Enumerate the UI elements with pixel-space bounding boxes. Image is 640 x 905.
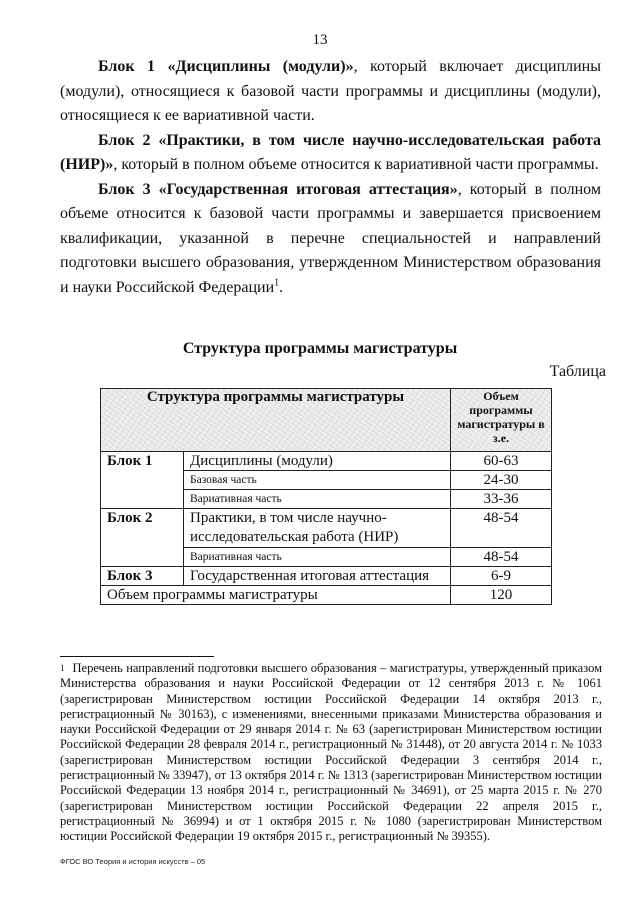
block-3-name: Государственная итоговая аттестация (184, 567, 451, 586)
block-2-description: , который в полном объеме относится к вариативной части программы. (113, 156, 599, 173)
total-value: 120 (451, 586, 552, 605)
table-row (101, 586, 552, 605)
block-1-description: , который включает дисциплины (модули), относящиеся к базовой части программы и дисциплины (модули), относящиеся к ее вариативной части. (60, 58, 601, 124)
block-2-label: Блок 2 (101, 509, 184, 567)
header-structure: Структура программы магистратуры (101, 389, 451, 452)
block-1-name: Дисциплины (модули) (184, 452, 451, 471)
block-2-variative-value: 48-54 (451, 548, 552, 567)
footnote-divider (60, 656, 214, 657)
block-1-variative-value: 33-36 (451, 490, 552, 509)
paragraph-block-3 (60, 178, 601, 301)
block-1-basic-value: 24-30 (451, 471, 552, 490)
paragraph-block-1 (60, 55, 601, 129)
table-row (101, 452, 552, 471)
block-1-basic-label: Базовая часть (184, 471, 451, 490)
footnote-mark: 1 (60, 663, 65, 673)
footnote-text: Перечень направлений подготовки высшего образования – магистратуры, утвержденный приказом Министерства образования и науки Российской Федерации от 12 сентября 2013 г. № 1061 (зарегистрирован Министерством юстиции Российской Федерации 14 октября 2013 г., регистрационный № 30163), с изменениями, внесенными приказами Министерства образования и науки Российской Федерации от 29 января 2014 г. № 63 (зарегистрирован Министерством юстиции Российской Федерации 28 февраля 2014 г., регистрационный № 31448), от 20 августа 2014 г. № 1033 (зарегистрирован Министерством юстиции Российской Федерации 3 сентября 2014 г., регистрационный № 33947), от 13 октября 2014 г. № 1313 (зарегистрирован Министерством юстиции Российской Федерации 13 ноября 2014 г., регистрационный № 34691), от 25 марта 2015 г. № 270 (зарегистрирован Министерством юстиции Российской Федерации 22 апреля 2015 г., регистрационный № 36994) и от 1 октября 2015 г. № 1080 (зарегистрирован Министерством юстиции Российской Федерации 19 октября 2015 г., регистрационный № 39355). (60, 661, 602, 844)
block-2-value: 48-54 (451, 509, 552, 548)
paragraph-block-2 (60, 129, 601, 178)
footnote-reference[interactable]: 1 (274, 277, 280, 289)
block-1-title: Блок 1 «Дисциплины (модули)» (98, 58, 354, 75)
body-text (60, 55, 601, 300)
block-1-value: 60-63 (451, 452, 552, 471)
block-3-title: Блок 3 «Государственная итоговая аттестация» (98, 180, 458, 198)
block-2-title: Блок 2 «Практики, в том числе научно-исследовательская работа (НИР)» (60, 131, 601, 173)
block-3-value: 6-9 (451, 567, 552, 586)
table-header-row (101, 389, 552, 452)
table-row (101, 567, 552, 586)
block-3-period: . (279, 278, 284, 296)
page-footer: ФГОС ВО Теория и история искусств – 05 (60, 857, 206, 866)
block-2-name: Практики, в том числе научно-исследовательская работа (НИР) (184, 509, 451, 548)
block-3-label: Блок 3 (101, 567, 184, 586)
footnote (60, 661, 602, 845)
program-structure-table (100, 388, 552, 605)
total-label: Объем программы магистратуры (101, 586, 451, 605)
table-row (101, 509, 552, 548)
block-2-variative-label: Вариативная часть (184, 548, 451, 567)
table-heading: Структура программы магистратуры (182, 340, 458, 357)
header-volume: Объем программы магистратуры в з.е. (451, 389, 552, 452)
table-caption: Таблица (549, 363, 606, 380)
block-1-variative-label: Вариативная часть (184, 490, 451, 509)
block-1-label: Блок 1 (101, 452, 184, 509)
block-3-description: , который в полном объеме относится к базовой части программы и завершается присвоением квалификации, указанной в перечне специальностей и направлений подготовки высшего образования, утвержденном Министерством образования и науки Российской Федерации (60, 180, 601, 296)
page-number: 13 (312, 32, 328, 48)
